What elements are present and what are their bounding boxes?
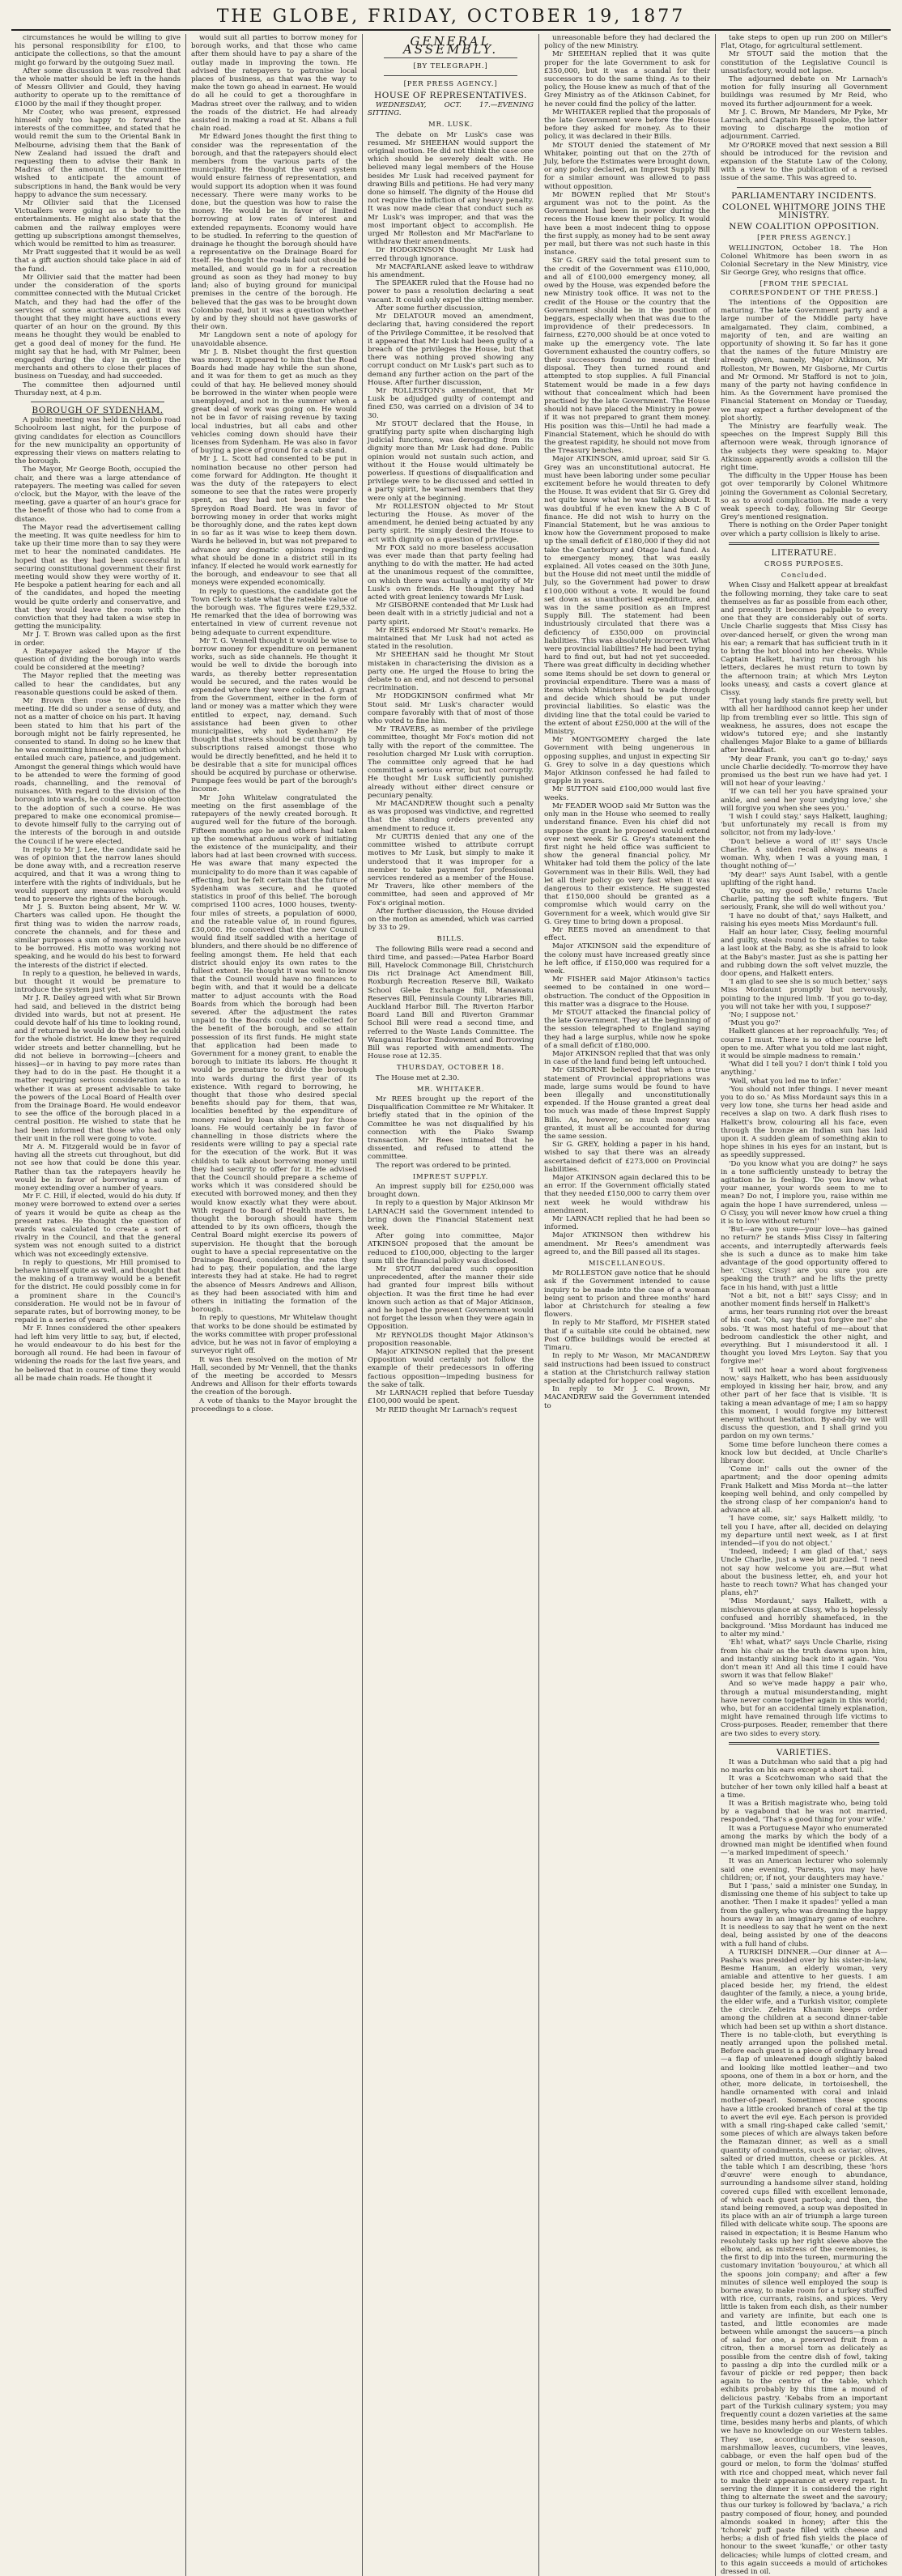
paragraph: Mr GISBORNE contended that Mr Lusk had been dealt with in a strictly judicial and not a party spirit.	[368, 601, 534, 627]
paragraph: take steps to open up run 200 on Miller's Flat, Otago, for agricultural settlement.	[721, 34, 887, 51]
paragraph: would suit all parties to borrow money for borough works, and that those who came after them should have to pay a share of the outlay made in improving the town. He advised the ratepayers to patronise local places of business, as that was the way to make the town go ahead in earnest. He would do all he could to get a thoroughfare in Madras street over the railway, and to widen the roads of the district. He had already assisted in making a road at St. Albans a full chain road.	[191, 34, 357, 134]
paragraph: The following Bills were read a second and third time, and passed:—Patea Harbor Board Bill, Havelock Commonage Bill, Christchurch Dis rict Drainage Act Amendment Bill, Roxburgh Recreation Reserve Bill, Waikato School Glebe Exchange Bill, Manawatu Reserves Bill, Peninsula County Libraries Bill, Auckland Harbor Bill. The Riverton Harbor Board Land Bill and Riverton Grammar School Bill were read a second time, and referred to the Waste Lands Committee. The Wanganui Harbor Endowment and Borrowing Bill was reported with amendments. The House rose at 12.35.	[368, 945, 534, 1061]
paragraph: A Ratepayer asked the Mayor if the question of dividing the borough into wards could be considered at the meeting?	[15, 647, 181, 673]
paragraph: 'Come in!' calls out the owner of the apartment; and the door opening admits Frank Halkett and Miss Morda nt—the latter keeping well behind, and only compelled by the strong clasp of her companion's hand to advance at all.	[721, 1465, 887, 1515]
section-heading-coalition: NEW COALITION OPPOSITION.	[729, 222, 879, 232]
paragraph: The Mayor read the advertisement calling the meeting. It was quite needless for him to take up their time more than to say they were met to hear the nominated candidates. He hoped that as they had been successful in securing constitutional government their first meeting would show they were worthy of it. He bespoke a patient hearing for each and all of the candidates, and hoped the meeting would be quite orderly and conservative, and that they would leave the room with the conviction that they had taken a wise step in getting the municipality.	[15, 523, 181, 631]
paragraph: It was an American lecturer who solemnly said one evening, 'Parents, you may have children; or, if not, your daughters may have.'	[721, 1857, 887, 1882]
paragraph: After going into committee, Major ATKINSON proposed that the amount be reduced to £100,000, objecting to the larger sum till the financial policy was disclosed.	[368, 1232, 534, 1265]
paragraph: 'But—are you sure—your love—has gained no return?' he stands Miss Cissy in faltering accents, and interruptedly afterwards feels she is such a dunce as to make him take advantage of the good opportunity offered to her. 'Cissy, Cissy! are you sure you are speaking the truth?' and he lifts the pretty face in his hand, with just a little	[721, 1226, 887, 1292]
paragraph: Mr T. G. Vennell thought it would be wise to borrow money for expenditure on permanent works, such as side channels. He thought it would be well to divide the borough into wards, as thereby better representation would be secured, and the rates would be expended where they were collected. A grant from the Government, either in the form of land or money was a matter which they were entitled to expect, nay, demand. Such assistance had been given to other municipalities, why not Sydenham? He thought that streets should be cut through by subscriptions raised amongst those who would be directly benefitted, and he held it to be desirable that a site for municipal offices should be acquired by purchase or otherwise. Pumpage fees would be part of the borough's income.	[191, 636, 357, 794]
paragraph: After some further discussion,	[376, 304, 484, 312]
paragraph: A TURKISH DINNER.—Our dinner at A— Pasha's was presided over by his sister-in-law, Besme Hanum, an elderly woman, very amiable and attentive to her guests. I am placed beside her, my friend, the eldest daughter of the family, a niece, a young bride, the elder wife, and a Turkish visitor, complete the circle. Zeheira Khanum keeps order among the children at a second dinner-table which had been set up within a short distance. There is no table-cloth, but everything is neatly arranged upon the polished metal. Before each guest is a piece of ordinary bread—a flap of unleavened dough slightly baked and looking like mottled leather—and two spoons, one of them in a box or horn, and the other, more delicate, in tortoiseshell, the handle ornamented with coral and inlaid mother-of-pearl. Sometimes these spoons have a little crooked branch of coral at the tip to avert the evil eye. Each person is provided with a small ring-shaped cake called 'semit,' some pieces of which are always taken before the Ramazan dinner, as well as a small quantity of condiments, such as caviar, olives, salted or dried mutton, cheese or pickles. At the table which I am describing, these 'hors d'œuvre' were enough to abundance, surrounding a handsome silver stand, holding covered cups filled with excellent lemonade, of which each guest partook; and then, the stand being removed, a soup was deposited in its place with an air of triumph a large tureen filled with delicate white soup. The spoons are raised in expectation; it is Besme Hanum who resolutely tasks up her right sleeve above the elbow, and, as mistress of the ceremonies, is the first to dip into the tureen, murmuring the customary invitation 'bouyourou,' at which all the spoons join company; and after a few minutes of silence well employed the soup is borne away, to make room for a turkey stuffed with rice, currants, raisins, and spices. Very little is taken from each dish, as their number and variety are infinite, but each one is tasted, and little economies are made between while amongst the saucers—a pinch of salad for one, a preserved fruit from a citron, then a morsel torn as delicately as possible from the centre dish of fowl, taking to passing a dip into the curdled milk or a favour of pickle or red pepper; then back again to the centre of the table, which exhibits probably by this time a mound of delicious pastry. 'Kebabs from an important part of the Turkish culinary system; you may frequently count a dozen varieties at the same time, besides many herbs and plants, of which we have no knowledge on our Western tables. They use, according to the season, marshmallow leaves, cucumbers, vine leaves, cabbage, or even the half open bud of the gourd or melon, to form the 'dolmas' stuffed with rice and chopped meat, which never fail to make their appearance at every repast. In serving the dinner it is considered the right thing to alternate the sweet and the savoury; thus our turkey is followed by 'baclava,' a rich pastry composed of flour, honey, and pounded almonds soaked in honey; after this the 'tchorek' puff paste filled with cheese and herbs; a dish of fried fish yields the place of honour to the sweet 'kunaffe,' or other tasty delicacies; while lumps of clotted cream, and to this again succeeds a mould of artichokes dressed in oil.	[721, 1948, 887, 2576]
paragraph: After some discussion it was resolved that the whole matter should be left in the hands of Messrs Ollivier and Gould, they having authority to operate up to the remittance of £1000 by the mail if they thought proper.	[15, 66, 181, 108]
subheading-imprest: IMPREST SUPPLY.	[412, 1172, 489, 1181]
paragraph: Mr WHITAKER replied that the proposals of the late Government were before the House before they asked for money. As to their policy, it was declared in their Bills.	[544, 108, 710, 142]
paragraph: unreasonable before they had declared the policy of the new Ministry.	[544, 34, 710, 51]
story-status: Concluded.	[781, 572, 828, 580]
paragraph: Mr J. C. Brown, Mr Manders, Mr Pyke, Mr Larnach, and Captain Russell spoke, the latter moving to discharge the motion of adjournment. Carried.	[721, 108, 887, 142]
paragraph: Major ATKINSON then withdrew his amendment. Mr Rees's amendment was agreed to, and the Bill passed all its stages.	[544, 1231, 710, 1256]
paragraph: The difficulty in the Upper House has been got over temporarily by Colonel Whitmore joining the Government as Colonial Secretary, so as to avoid complication. He made a very weak speech to-day, following Sir George Grey's mentioned resignation.	[721, 472, 887, 522]
paragraph: The committee then adjourned until Thursday next, at 4 p.m.	[15, 380, 181, 397]
paragraph: 'I have no doubt of that,' says Halkett, and raising his eyes meets Miss Mordaunt's full.	[721, 912, 887, 929]
paragraph: Mr SUTTON said £100,000 would last five weeks.	[544, 785, 710, 802]
paragraph: Mr Coster, who was present, expressed himself only too happy to forward the interests of the committee, and stated that he would remit the sum to the Oriental Bank in Melbourne, advising them that the Bank of New Zealand had issued the draft and requesting them to advise their Bank in Madras of the amount. If the committee wished to anticipate the amount of subscriptions in hand, the Bank would be very happy to advance the sum necessary.	[15, 108, 181, 199]
paragraph: 'Indeed, indeed; I am glad of that,' says Uncle Charlie, just a wee bit puzzled. 'I need not say how welcome you are.—But what about the business letter, eh, and your hot haste to reach town? What has changed your plans, eh?'	[721, 1548, 887, 1598]
story-title: CROSS PURPOSES.	[764, 559, 845, 568]
paragraph: But I 'pass,' said a minister one Sunday, in dismissing one theme of his subject to take up another. 'Then I make it spades!' yelled a man from the gallery, who was dreaming the happy hours away in an imaginary game of euchre. It is needless to say that he went on the next deal, being assisted by one of the deacons with a full hand of clubs.	[721, 1882, 887, 1949]
paragraph: 'Eh! what, what?' says Uncle Charlie, rising from his chair as the truth dawns upon him, and instantly sinking back into it again. 'You don't mean it! And all this time I could have sworn it was that fellow Blake!'	[721, 1639, 887, 1681]
paragraph: The adjourned debate on Mr Larnach's motion for fully insuring all Government buildings was resumed by Mr Reid, who moved its further adjournment for a week.	[721, 75, 887, 108]
paragraph: In reply to questions, Mr Whitelaw thought that works to be done should be estimated by the works committee with proper professional advice, but he was not in favor of employing a surveyor right off.	[191, 1314, 357, 1356]
paragraph: 'Miss Mordaunt,' says Halkett, with a mischievous glance at Cissy, who is hopelessly confused and horribly shamefaced, in the background. 'Miss Mordaunt has induced me to alter my mind.'	[721, 1597, 887, 1639]
paragraph: Mr J. L. Scott had consented to be put in nomination because no other person had come forward for Addington. He thought it was the duty of the ratepayers to elect someone to see that the rates were properly spent, as they had not been under the Spreydon Road Board. He was in favor of borrowing money in order that works might be thoroughly done, and the rates kept down in so far as it was wise to keep them down. Wards he believed in, but was not prepared to advance any dogmatic opinions regarding what should be done in a district still in its infancy. If elected he would work earnestly for the borough, and endeavour to see that all moneys were expended economically.	[191, 455, 357, 588]
paragraph: 'Don't believe a word of it!' says Uncle Charlie. A sudden recall always means a woman. Why, when I was a young man, I thought nothing of—'	[721, 837, 887, 871]
paragraph: The Mayor, Mr George Booth, occupied the chair, and there was a large attendance of ratepayers. The meeting was called for seven o'clock, but the Mayor, with the leave of the meeting, gave a quarter of an hour's grace for the benefit of those who had to come from a distance.	[15, 465, 181, 524]
paragraph: Mr MACFARLANE asked leave to withdraw his amendment.	[368, 262, 534, 280]
paragraph: In reply to Mr Wason, Mr MACANDREW said instructions had been issued to construct a station at the Christchurch railway station specially adapted for hopper coal wagons.	[544, 1352, 710, 1385]
divider	[384, 57, 517, 58]
paragraph: 'No; I suppose not.'	[729, 1010, 798, 1019]
column-5	[716, 34, 892, 2576]
paragraph: Major ATKINSON replied that that was only in case of the land fund being left untouched.	[544, 1049, 710, 1067]
paragraph: 'Quite so, my good Belle,' returns Uncle Charlie, patting the soft white fingers. 'But seriously, Frank, she will do well without you.'	[721, 886, 887, 912]
subheading-press-agency: [PER PRESS AGENCY.]	[403, 79, 498, 88]
column-1	[10, 34, 186, 2576]
subheading-bills: BILLS.	[436, 935, 465, 944]
paragraph: Mr FOX said no more baseless accusation was ever made than that party feeling had anything to do with the matter. He had acted at the unanimous request of the committee, on which there was actually a majority of Mr Lusk's own friends. He thought they had acted with great leniency towards Mr Lusk.	[368, 543, 534, 601]
paragraph: 'Well, what you led me to infer.'	[729, 1077, 841, 1086]
subheading-mr-lusk: MR. LUSK.	[428, 121, 473, 130]
paragraph: Major ATKINSON replied that the present Opposition would certainly not follow the example of their predecessors in offering factious opposition—impeding business for the sake of talk.	[368, 1348, 534, 1389]
masthead-title: THE GLOBE, FRIDAY, OCTOBER 19, 1877	[216, 6, 686, 27]
paragraph: Mr CURTIS denied that any one of the committee wished to attribute corrupt motives to Mr Lusk, but simply to make it understood that it was improper for a member to take payment for professional services rendered as a member of the House. Mr Travers, like other members of the committee, had seen and approved of Mr Fox's original motion.	[368, 832, 534, 908]
paragraph: 'Not a bit, not a bit!' says Cissy; and in another moment finds herself in Halkett's	[721, 1291, 887, 1309]
paragraph: Mr REES endorsed Mr Stout's remarks. He maintained that Mr Lusk had not acted as stated in the resolution.	[368, 626, 534, 652]
paragraph: Sir G. GREY said the total present sum to the credit of the Government was £110,000, and all of £100,000 emergency money, all owed by the House, was expended before the new Ministry took office. It was not to the credit of the House or the country that the Government should be in the position of beggars, especially when that was due to the improvidence of their predecessors. In fairness, £270,000 should be at once voted to make up the emergency vote. The late Government exhausted the country coffers, so their successors found no means at their disposal. They then turned round and attempted to stop supplies. A full Financial Statement would be made in a few days without that concealment which had been practised by the late Government. The House should not have placed the Ministry in power if it was not prepared to grant them money. His position was this—Until he had made a Financial Statement, which he should do with the greatest rapidity, he should not move from the Treasury benches.	[544, 257, 710, 456]
paragraph: The debate on Mr Lusk's case was resumed. Mr SHEEHAN would support the original motion. He did not think the case one which should be severely dealt with. He believed many legal members of the House besides Mr Lusk had received payment for drawing Bills and petitions. He had very many done so himself. The dignity of the House did not require the infliction of any heavy penalty. It was now made clear that conduct such as Mr Lusk's was improper, and that was the most important object to accomplish. He urged Mr Rolleston and Mr MacFarlane to withdraw their amendments.	[368, 130, 534, 247]
paragraph: 'I will not hear a word about forgiveness now,' says Halkett, who has been assiduously employed in kissing her hair, brow, and any other part of her face that is visible. 'It is taking a mean advantage of me; I am so happy this moment, I would forgive my bitterest enemy without hesitation. By-and-by we will discuss the question, and I shall grind you pardon on my own terms.'	[721, 1366, 887, 1441]
paragraph: The intentions of the Opposition are maturing. The late Government party and a large number of the Middle party have amalgamated. They claim, combined, a majority of ten, and are waiting an opportunity of showing it. So far has it gone that the names of the future Ministry are already given, namely, Major Atkinson, Mr Rolleston, Mr Bowen, Mr Gisborne, Mr Curtis and Mr Ormond. Mr Stafford is not to join, many of the party not having confidence in him. As the Government have promised the Financial Statement on Monday or Tuesday, we may expect a further development of the plot shortly.	[721, 298, 887, 423]
paragraph: It was a Dutchman who said that a pig had no marks on his ears except a short tail.	[721, 1758, 887, 1775]
paragraph: Mr TRAVERS, as member of the privilege committee, thought Mr Fox's motion did not tally with the report of the committee. The resolution charged Mr Lusk with corruption. The committee only agreed that he had committed a serious error, but not corruptly. He thought Mr Lusk sufficiently punished already without either direct censure or pecuniary penalty.	[368, 725, 534, 800]
paragraph: Major ATKINSON, amid uproar, said Sir G. Grey was an unconstitutional autocrat. He must have been laboring under some peculiar excitement before he would threaten to defy the House. It was evident that Sir G. Grey did not quite know what he was talking about. It was doubtful if he even knew the A B C of finance. He did not wish to hurry on the Financial Statement, but he was anxious to know how the Government proposed to make up the small deficit of £180,000 if they did not take the Canterbury and Otago land fund. As to emergency money, that was easily explained. All votes ceased on the 30th June, but the House did not meet until the middle of July, so the Government had power to draw £100,000 without a vote. It would be found set down as unauthorised expenditure, and was in the same position as an Imprest Supply Bill. The statement had been industriously circulated that there was a deficiency of £350,000 on provincial liabilities. This was absolutely incorrect. What were provincial liabilities? He had been trying hard to find out, but had not yet succeeded. There was great difficulty in deciding whether some items should be set down to general or provincial expenditure. There was a mass of items which Ministers had to wade through and decide which should be put under provincial liabilities. So elastic was the dividing line that the total could be varied to the extent of about £250,000 at the will of the Ministry.	[544, 455, 710, 737]
paragraph: 'Do you know what you are doing?' he says in a tone sufficiently unsteady to betray the agitation he is feeling. 'Do you know what your manner, your words seem to me to mean? Do not, I implore you, raise within me again the hope I have surrendered, unless — O Cissy, you will never know how cruel a thing it is to love without return!'	[721, 1159, 887, 1226]
paragraph: Mr F. Innes considered the other speakers had left him very little to say, but, if elected, he would endeavour to do his best for the borough all round. He had been in favour of widening the roads for the last five years, and he believed that in course of time they would all be made chain roads. He thought it	[15, 1324, 181, 1383]
paragraph: Mr ROLLESTON's amendment, that Mr Lusk be adjudged guilty of contempt and fined £50, was carried on a division of 34 to 30.	[368, 386, 534, 420]
paragraph: After further discussion, the House divided on the motion as amended, which was carried by 33 to 29.	[368, 907, 534, 933]
paragraph: It was then resolved on the motion of Mr Hall, seconded by Mr Vennell, that the thanks of the meeting be accorded to Messrs Andrews and Allison for their efforts towards the creation of the borough.	[191, 1355, 357, 1397]
paragraph: Mr HODGKINSON confirmed what Mr Stout said. Mr Lusk's character would compare favorably with that of most of those who voted to fine him.	[368, 692, 534, 726]
paragraph: Dr HODGKINSON thought Mr Lusk had erred through ignorance.	[368, 246, 534, 263]
paragraph: In reply to questions, Mr Hill promised to behave himself quite as well, and thought that the making of a tramway would be a benefit for the district. He could possibly come in for a prominent share in the Council's consideration. He would not be in favour of separate rates, but of borrowing money, to be repaid in a series of years.	[15, 1258, 181, 1325]
section-heading-varieties: VARIETIES.	[776, 1747, 832, 1758]
paragraph: Mr BOWEN replied that Mr Stout's argument was not to the point. As the Government had been in power during the recess the House knew their policy. It would have been a most indecent thing to oppose the first supply, as money had to be sent away per mail, but there was not such haste in this instance.	[544, 190, 710, 257]
paragraph: It was a Portuguese Mayor who enumerated among the marks by which the body of a drowned man might be identified when found—'a marked impediment of speech.'	[721, 1824, 887, 1858]
paragraph: There is nothing on the Order Paper tonight over which a party collision is likely to arise.	[721, 521, 887, 538]
paragraph: Mr John Whitelaw congratulated the meeting on the first assemblage of the ratepayers of the newly created borough. It augured well for the future of the borough. Fifteen months ago he and others had taken up the somewhat arduous work of initiating the existence of the municipality, and their labors had at last been crowned with success. He was aware that many expected the municipality to do more than it was capable of effecting, but he felt certain that the future of Sydenham was secure, and he quoted statistics in proof of this belief. The borough comprised 1100 acres, 1000 houses, twenty-four miles of streets, a population of 6000, and the rateable value of, in round figures, £30,000. He conceived that the new Council would find itself saddled with a heritage of blunders, and there should be no difference of feeling amongst them. He held that each district should enjoy its own rates to the fullest extent. He thought it was well to know that the Council would have no finances to begin with, and that it would be a delicate matter to adjust accounts with the Road Boards from which the borough had been severed. After the adjustment the rates unpaid to the Boards could be collected for the benefit of the borough, and so attain possession of its first funds. He might state that application had been made to Government for a money grant, to enable the borough to initiate its labors. He thought it would be premature to divide the borough into wards during the first year of its existence. With regard to borrowing, he thought that those who desired special benefits should pay for them, that was, localities benefited by the expenditure of money raised by loan should pay for those loans. He would certainly be in favor of channelling in those districts where the residents were willing to pay a special rate for the execution of the work. But it was childish to talk about borrowing money until they had security to offer for it. He advised that the Council should prepare a scheme of works which it was considered should be executed with borrowed money, and then they would know exactly what they were about. With regard to Board of Health matters, he thought the borough should have them attended to by its own officers, though the Central Board might exercise its powers of supervision. He thought that the borough ought to have a special representative on the Drainage Board, considering the rates they had to pay, their population, and the large interests they had at stake. He had to regret the absence of Messrs Andrews and Allison, as they had been associated with him and others in initiating the formation of the borough.	[191, 793, 357, 1315]
paragraph: 'That young lady stands fire pretty well, but with all her hardihood cannot keep her under lip from trembling ever so little. This sign of weakness, he assures, does not escape the widow's tutored eye; and she instantly challenges Major Blake to a game of billiards after breakfast.	[721, 697, 887, 755]
paragraph: Mr REES moved an amendment to that effect.	[544, 925, 710, 943]
paragraph: In reply to Mr Stafford, Mr FISHER stated that if a suitable site could be obtained, new Post Office buildings would be erected at Timaru.	[544, 1319, 710, 1353]
paragraph: Mr LARNACH replied that before Tuesday £100,000 would be spent.	[368, 1389, 534, 1406]
paragraph: In reply to questions, the candidate got the Town Clerk to state what the rateable value of the borough was. The figures were £29,532. He remarked that the idea of borrowing was entertained in view of current revenue not being adequate to current expenditure.	[191, 587, 357, 637]
paragraph: When Cissy and Halkett appear at breakfast the following morning, they take care to seat themselves as far as possible from each other, and presently it becomes palpable to every one that they are considerably out of sorts. Uncle Charlie suggests that Miss Cissy has over-danced herself, or given the wrong man his ear; a remark that has sufficient truth in it to bring the hot blood into her cheeks. While Captain Halkett, having run through his letters, declares he must return to town by the afternoon train; at which Mrs Leyton looks uneasy, and casts a covert glance at Cissy.	[721, 581, 887, 698]
paragraph: In reply to a question by Major Atkinson Mr LARNACH said the Government intended to bring down the Financial Statement next week.	[368, 1199, 534, 1233]
paragraph: Mr SHEEHAN said he thought Mr Stout mistaken in characterising the division as a party one. He urged the House to bring the debate to an end, and not descend to personal recrimination.	[368, 651, 534, 693]
column-2	[186, 34, 363, 2576]
subheading-special-correspondent: [FROM THE SPECIAL CORRESPONDENT OF THE PRESS.]	[730, 280, 879, 297]
column-4	[539, 34, 716, 2576]
paragraph: Mr J. S. Buxton being absent, Mr W. W. Charters was called upon. He thought the first thing was to widen the narrow roads, concrete the channels, and for these and similar purposes a sum of money would have to be borrowed. His motto was working not speaking, and he would do his best to forward the interests of the district if elected.	[15, 903, 181, 970]
paragraph: Mr ROLLESTON objected to Mr Stout lecturing the House. As mover of the amendment, he denied being actuated by any party spirit. He simply desired the House to act with dignity on a question of privilege.	[368, 502, 534, 544]
subheading-press-agency: [PER PRESS AGENCY.]	[757, 234, 851, 243]
paragraph: Mr MACANDREW thought such a penalty as was proposed was vindictive, and regretted that the standing orders prevented any amendment to reduce it.	[368, 800, 534, 833]
paragraph: The Mayor replied that the meeting was called to hear the candidates, but any reasonable questions could be asked of them.	[15, 672, 181, 697]
paragraph: Major ATKINSON said the expenditure of the colony must have increased greatly since he left office, if £150,000 was required for a week.	[544, 942, 710, 976]
paragraph: Mr MONTGOMERY charged the late Government with being ungenerous in opposing supplies, and unjust in expecting Sir G. Grey to solve in a day questions which Major Atkinson confessed he had failed to grapple in years.	[544, 736, 710, 786]
paragraph: In reply to Mr J. Lee, the candidate said he was of opinion that the narrow lanes should be done away with, and a recreation reserve acquired, and that it was a wrong thing to interfere with the rights of individuals, but he would support any measures which would tend to preserve the rights of the borough.	[15, 845, 181, 903]
paragraph: Mr FEADER WOOD said Mr Sutton was the only man in the House who seemed to really understand finance. Even his chief did not suppose the grant he proposed would extend over next week. Sir G. Grey's statement the first night he held office was sufficient to show the general financial policy. Mr Whitaker had told them the policy of the late Government was in their Bills. Well, they had let all their policy go very fast when it was dangerous to their existence. He suggested that £150,000 should be granted as a compromise which would carry on the Government for a week, which would give Sir G. Grey time to bring down a proposal.	[544, 801, 710, 926]
paragraph: Mr J. R. Dailey agreed with what Sir Brown had said, and believed in the district being divided into wards, but not at present. He could devote half of his time to looking round, and if returned he would do the best he could for the whole district. He knew they required wider streets and better channelling, but he did not believe in borrowing—[cheers and hisses]—or in having to pay more rates than they had to do in the past. He thought it a matter requiring serious consideration as to whether it was at present advisable to take the powers of the Local Board of Health over from the Drainage Board. He would endeavor to see the office of the borough placed in a central position. He wished to state that he had been informed that those who had only their unit in the roll were going to vote.	[15, 994, 181, 1143]
paragraph: Mr Brown then rose to address the meeting. He did so under a sense of duty, and not as a matter of choice on his part. It having been stated to him that his part of the borough might not be fairly represented, he consented to stand. In doing so he knew that he was committing himself to a position which entailed much care, patience, and judgement. Amongst the general things which would have to be attended to were the forming of good roads, channelling, and the removal of nuisances. With regard to the division of the borough into wards, he could see no objection to the adoption of such a course. He was prepared to make one economical promise—to devote himself fully to the carrying out of the interests of the borough in and outside the Council if he were elected.	[15, 697, 181, 846]
divider	[729, 1742, 879, 1745]
paragraph: Mr REES brought up the report of the Disqualification Committee re Mr Whitaker. It briefly stated that in the opinion of the Committee he was not disqualified by his connection with the Piako Swamp transaction. Mr Rees intimated that he dissented, and refused to attend the committee.	[368, 1095, 534, 1162]
paragraph: It was a Scotchwoman who said that the butcher of her town only killed half a beast at a time.	[721, 1775, 887, 1800]
paragraph: arms, her tears running riot over the breast of his coat. 'Oh, say that you forgive me!' she sobs. 'It was most hateful of me—about that bedroom candlestick the other night, and everything. But I misunderstood it all. I thought you loved Mrs Leyton. Say that you forgive me!'	[721, 1308, 887, 1367]
paragraph: The Ministry are fearfully weak. The speeches on the Imprest Supply Bill this afternoon were weak, through ignorance of the subjects they were speaking to. Major Atkinson apparently avoids a collision till the right time.	[721, 422, 887, 472]
paragraph: Mr O'RORKE moved that next session a Bill should be introduced for the revision and expansion of the Statute Law of the Colony, with a view to the publication of a revised issue of the same. This was agreed to.	[721, 141, 887, 183]
paragraph: 'I wish I could stay,' says Halkett, laughing; 'but unfortunately my recall is from my solicitor, not from my lady-love.'	[721, 813, 887, 838]
paragraph: Mr STOUT denied the statement of Mr Whitaker, pointing out that on the 27th of July, before the Estimates were brought down, or any policy declared, an Imprest Supply Bill for a similar amount was allowed to pass without opposition.	[544, 141, 710, 191]
paragraph: Some time before luncheon there comes a knock low but decided, at Uncle Charlie's library door.	[721, 1440, 887, 1465]
masthead	[11, 5, 891, 31]
dateline: WEDNESDAY, OCT. 17.—EVENING SITTING.	[368, 101, 534, 118]
paragraph: A public meeting was held in Colombo road Schoolroom last night, for the purpose of giving candidates for election as Councillors for the new municipality an opportunity of expressing their views on matters relating to the borough.	[15, 416, 181, 466]
paragraph: An imprest supply bill for £250,000 was brought down.	[368, 1183, 534, 1200]
paragraph: Sir G. GREY, holding a paper in his hand, wished to say that there was an already ascertained deficit of £273,000 on Provincial liabilities.	[544, 1141, 710, 1174]
divider	[737, 187, 871, 188]
paragraph: The SPEAKER ruled that the House had no power to pass a resolution declaring a seat vacant. It could only expel the sitting member.	[368, 279, 534, 304]
section-heading-whitmore: COLONEL WHITMORE JOINS THE MINISTRY.	[721, 202, 887, 221]
subheading-whitaker: MR. WHITAKER.	[416, 1085, 485, 1094]
section-heading-parliamentary: PARLIAMENTARY INCIDENTS.	[731, 190, 877, 201]
paragraph: Mr SHEEHAN replied that it was quite proper for the late Government to ask for £350,000, but it was a scandal for their successors to do the same thing. As to their policy, the House knew as much of that of the Grey Ministry as of the Atkinson Cabinet, for he never could find the policy of the latter.	[544, 50, 710, 108]
paragraph: Mr STOUT said the motion that the constitution of the Legislative Council is unsatisfactory, would not lapse.	[721, 50, 887, 75]
paragraph: Mr DELATOUR moved an amendment, declaring that, having considered the report of the Privilege Committee, it be resolved that it appeared that Mr Lusk had been guilty of a breach of the privileges the House, but that there was nothing proved showing any corrupt conduct on Mr Lusk's part such as to demand any further action on the part of the House. After further discussion,	[368, 312, 534, 387]
section-heading-general-assembly: GENERAL ASSEMBLY.	[402, 34, 499, 57]
paragraph: Mr Langdown sent a note of apology for unavoidable absence.	[191, 331, 357, 348]
dateline-thursday: THURSDAY, OCTOBER 18.	[397, 1064, 504, 1073]
paragraph: The House met at 2.30.	[376, 1073, 460, 1082]
paragraph: Mr REYNOLDS thought Major Atkinson's proposition reasonable.	[368, 1331, 534, 1348]
paragraph: Mr STOUT declared such opposition unprecedented, after the manner their side had granted four imprest bills without objection. It was the first time he had ever known such action as that of Major Atkinson, and he hoped the present Government would not forget the lesson when they were again in Opposition.	[368, 1265, 534, 1332]
paragraph: Mr STOUT attacked the financial policy of the late Government. They at the beginning of the session telegraphed to England saying they had a large surplus, while now he spoke of a small deficit of £180,000.	[544, 1008, 710, 1050]
paragraph: It was a British magistrate who, being told by a vagabond that he was not married, responded, 'That's a good thing for your wife.'	[721, 1800, 887, 1825]
paragraph: 'If we can tell her you have sprained your ankle, and send her your undying love,' she will forgive you when she sees you.'	[721, 788, 887, 813]
section-heading-literature: LITERATURE.	[771, 547, 837, 558]
paragraph: Halkett glances at her reproachfully. 'Yes; of course I must. There is no other course left open to me. After what you told me last night, it would be simple madness to remain.'	[721, 1027, 887, 1061]
paragraph: In reply to Mr J. C. Brown, Mr MACANDREW said the Government intended to	[544, 1385, 710, 1410]
paragraph: Mr A. M. Fitzgerald would be in favor of having all the streets cut throughout, but did not see how that could be done this year. Rather than tax the ratepayers heavily he would be in favor of borrowing a sum of money extending over a number of years.	[15, 1143, 181, 1193]
paragraph: Mr FISHER said Major Atkinson's tactics seemed to be contained in one word—obstruction. The conduct of the Opposition in this matter was a disgrace to the House.	[544, 976, 710, 1009]
subheading-miscellaneous: MISCELLANEOUS.	[588, 1260, 666, 1269]
paragraph: A vote of thanks to the Mayor brought the proceedings to a close.	[191, 1396, 357, 1413]
column-3	[363, 34, 539, 2576]
paragraph: Mr Pratt suggested that it would be as well that a gift auction should take place in aid of the fund.	[15, 249, 181, 274]
columns	[10, 34, 892, 2576]
paragraph: In reply to a question, he believed in wards, but thought it would be premature to introduce the system just yet.	[15, 969, 181, 995]
section-heading-sydenham: BOROUGH OF SYDENHAM.	[32, 405, 164, 415]
paragraph: Mr REID thought Mr Larnach's request	[376, 1405, 517, 1414]
paragraph: Mr Ollivier said that the matter had been under the consideration of the sports committee connected with the Mutual Cricket Match, and they had had the offer of the services of some auctioneers, and it was thought that they might have auctions every quarter of an hour on the ground. By this means he thought they would be enabled to get a good deal of money for the fund. He might say that he had, with Mr Palmer, been engaged during the day in getting the merchants and others to close their places of business on Tuesday, and had succeeded.	[15, 273, 181, 381]
section-heading-house: HOUSE OF REPRESENTATIVES.	[374, 90, 527, 100]
paragraph: Mr J. T. Brown was called upon as the first in order.	[15, 631, 181, 648]
paragraph: 'My dear Frank, you can't go to-day,' says uncle Charlie decidedly. 'To-morrow they have promised us the best run we have had yet. I will not hear of your leaving.'	[721, 755, 887, 789]
paragraph: 'Must you go?'	[729, 1019, 781, 1028]
paragraph: Mr STOUT declared that the House, in gratifying party spite when discharging high judicial functions, was derogating from its dignity more than Mr Lusk had done. Public opinion would not sustain such action, and without it the House would ultimately be powerless. If questions of disqualification and privilege were to be discussed and settled in a party spirit, he warned members that they were only at the beginning.	[368, 419, 534, 503]
paragraph: 'My dear!' says Aunt Isabel, with a gentle uplifting of the right hand.	[721, 870, 887, 887]
paragraph: circumstances he would be willing to give his personal responsibility for £100, to anticipate the collections, so that the amount might go forward by the outgoing Suez mail.	[15, 34, 181, 67]
paragraph: 'You should not infer things. I never meant you to do so.' As Miss Mordaunt says this in a very low tone, she turns her head aside and receives a slap on two. A dark flush rises to Halkett's brow, colouring all his face, even through the bronze an Indian sun has laid upon it. A sudden gleam of something akin to hope shines in his eyes for an instant, but is as speedily suppressed.	[721, 1085, 887, 1160]
paragraph: And so we've made happy a pair who, through a mutual misunderstanding, might have never come together again in this world; who, but for an accidental timely explanation, might have remained through life victims to Cross-purposes. Reader, remember that there are two sides to every story.	[721, 1680, 887, 1738]
paragraph: Mr J. B. Nisbet thought the first question was money. It appeared to him that the Road Boards had made hay while the sun shone, and it was for them to get as much as they could of that hay. He believed money should be borrowed in the winter when people were unemployed, and not in the summer when a great deal of work was going on. He would not be in favor of raising revenue by taxing local industries, but all cabs and other vehicles coming down should have their licenses from Sydenham. He was also in favor of buying a piece of ground for a cab stand.	[191, 347, 357, 456]
paragraph: Mr GISBORNE believed that when a true statement of Provincial appropriations was made, large sums would be found to have been illegally and unconstitutionally expended. If the House granted a great deal too much was made of these Imprest Supply Bills. As, however, so much money was granted, it must all be accounted for during the same session.	[544, 1066, 710, 1141]
paragraph: Mr Ollivier said that the Licensed Victuallers were going as a body to the entertainments. He might also state that the cabmen and the railway employes were getting up subscriptions amongst themselves, which would be remitted to him as treasurer.	[15, 199, 181, 249]
paragraph: Mr ROLLESTON gave notice that he should ask if the Government intended to cause inquiry to be made into the case of a woman being sent to prison and three months' hard labor at Christchurch for stealing a few flowers.	[544, 1269, 710, 1320]
paragraph: Mr Edward Jones thought the first thing to consider was the representation of the borough, and that the ratepayers should elect members from the various parts of the municipality. He thought the ward system would ensure fairness of representation, and would support its adoption when it was found necessary. There were many works to be done, but the question was how to raise the money. He would be in favor of limited borrowing at low rates of interest and extended repayments. Economy would have to be studied. In referring to the question of drainage he thought the borough should have a representative on the Drainage Board for itself. He thought the roads laid out should be metalled, and would go in for a recreation ground as soon as they had money to buy land; also of buying ground for municipal premises in the centre of the borough. He believed that the gas was to be brought down Colombo road, but it was a question whether by and by they should not have gasworks of their own.	[191, 133, 357, 332]
paragraph: 'I am glad to see she is so much better,' says Miss Mordaunt promptly but nervously, pointing to the injured limb. 'If you go to-day, you will not take her with you, I suppose?'	[721, 978, 887, 1011]
divider	[384, 75, 517, 76]
paragraph: The report was ordered to be printed.	[376, 1161, 512, 1170]
divider	[729, 542, 879, 545]
paragraph: Mr LARNACH replied that he had been so informed.	[544, 1215, 710, 1232]
paragraph: 'I have come, sir,' says Halkett mildly, 'to tell you I have, after all, decided on delaying my departure until next week, as I at first intended—if you do not object.'	[721, 1515, 887, 1548]
paragraph: Mr F. C. Hill, if elected, would do his duty. If money were borrowed to extend over a series of years it would be quite as cheap as the present rates. He thought the question of wards was calculated to create a sort of rivalry in the Council, and that the general system was not enough suited to a district which was not exceedingly extensive.	[15, 1192, 181, 1259]
paragraph: Major ATKINSON again declared this to be an error. If the Government officially stated that they needed £150,000 to carry them over next week he would withdraw his amendment.	[544, 1174, 710, 1215]
paragraph: Half an hour later, Cissy, feeling mournful and guilty, steals round to the stables to take a last look at the Baby, as she is afraid to look at the Baby's master. Just as she is patting her and rubbing down the soft velvet muzzle, the door opens, and Halkett enters.	[721, 928, 887, 978]
paragraph: 'What did I tell you? I don't think I told you anything.'	[721, 1061, 887, 1078]
subheading-telegraph: [BY TELEGRAPH.]	[413, 62, 488, 71]
paragraph: WELLINGTON, October 18. The Hon Colonel Whitmore has been sworn in as Colonial Secretary in the New Ministry, vice Sir George Grey, who resigns that office.	[721, 244, 887, 278]
